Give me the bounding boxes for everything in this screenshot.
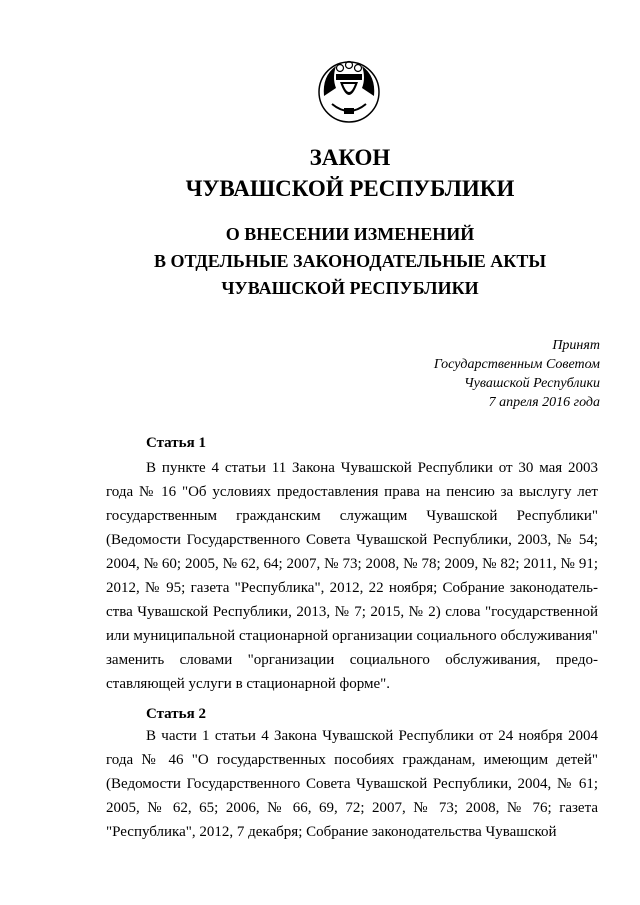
adoption-date: 7 апреля 2016 года bbox=[488, 395, 600, 410]
law-title: ЗАКОН bbox=[309, 145, 391, 170]
adoption-line-1: Принят bbox=[552, 338, 600, 353]
law-subject-line-2: В ОТДЕЛЬНЫЕ ЗАКОНОДАТЕЛЬНЫЕ АКТЫ bbox=[153, 251, 547, 271]
article-2-text: В части 1 статьи 4 Закона Чувашской Республики от 24 ноября 2004 года № 46 "О государственных пособиях гражданам, имеющим детей" (Ведомости Государственного Совета Чувашской Республики, 2004, № 61; 2005, № 62, 65; 2006, № 66, 69, 72; 2007, № 73; 2008, № 76; газета "Республика", 2012, 7 декабря; Собрание законодательства Чувашской bbox=[106, 728, 598, 840]
law-title-republic: ЧУВАШСКОЙ РЕСПУБЛИКИ bbox=[185, 176, 515, 201]
article-2-heading: Статья 2 bbox=[146, 706, 206, 722]
chuvash-republic-emblem-icon bbox=[314, 56, 384, 126]
law-subject-line-3: ЧУВАШСКОЙ РЕСПУБЛИКИ bbox=[221, 278, 479, 298]
adoption-line-2: Государственным Советом bbox=[433, 357, 600, 372]
adoption-note bbox=[340, 336, 600, 412]
adoption-line-3: Чувашской Республики bbox=[464, 376, 600, 391]
law-subject-line-1: О ВНЕСЕНИИ ИЗМЕНЕНИЙ bbox=[225, 224, 475, 244]
article-1-heading: Статья 1 bbox=[146, 435, 206, 451]
article-1-text: В пункте 4 статьи 11 Закона Чувашской Республики от 30 мая 2003 года № 16 "Об условиях предоставления права на пенсию за выслугу лет государственным гражданским служащим Чувашской Республики" (Ведомости Государственного Совета Чувашской Республики, 2003, № 54; 2004, № 60; 2005, № 62, 64; 2007, № 73; 2008, № 78; 2009, № 82; 2011, № 91; 2012, № 95; газета "Республика", 2012, 22 ноября; Собрание законодательства Чувашской Республики, 2013, № 7; 2015, № 2) слова "государственной или муниципальной стационарной организации социального обслуживания" заменить словами "организации социального обслуживания, предоставляющей услуги в стационарной форме". bbox=[106, 460, 598, 692]
